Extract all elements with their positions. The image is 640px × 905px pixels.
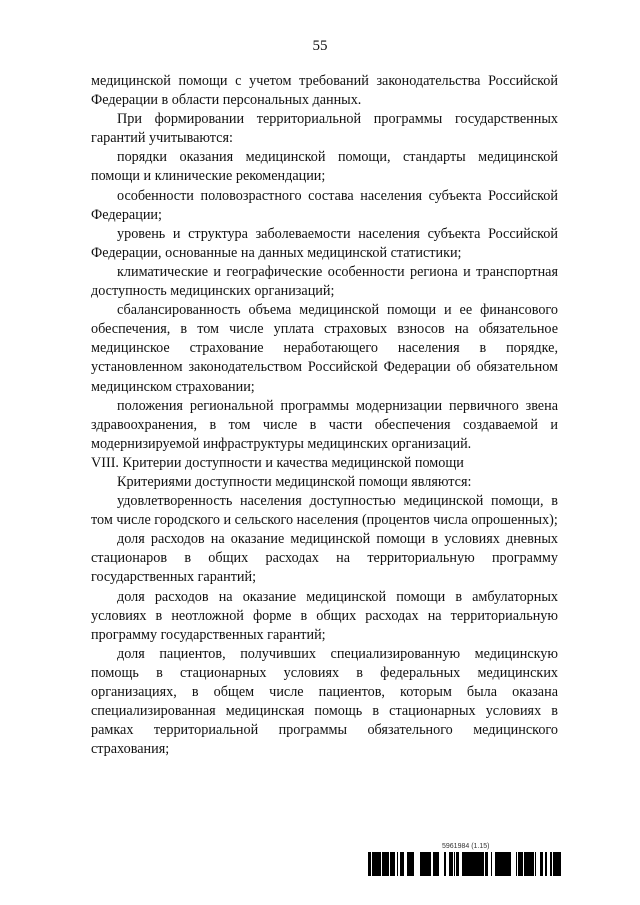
paragraph: При формировании территориальной программы государственных гарантий учитываются: xyxy=(91,111,558,147)
paragraph: порядки оказания медицинской помощи, стандарты медицинской помощи и клинические рекомендации; xyxy=(91,149,558,185)
paragraph: особенности половозрастного состава населения субъекта Российской Федерации; xyxy=(91,187,558,223)
section-heading: VIII. Критерии доступности и качества медицинской помощи xyxy=(91,454,464,471)
paragraph: сбалансированность объема медицинской помощи и ее финансового обеспечения, в том числе уплата страховых взносов на обязательное медицинское страхование неработающего населения в порядке, установленном законодательством Российской Федерации об обязательном медицинском страховании; xyxy=(91,302,558,395)
paragraph: доля расходов на оказание медицинской помощи в условиях дневных стационаров в общих расходах на территориальную программу государственных гарантий; xyxy=(91,531,558,586)
page-number: 55 xyxy=(312,38,328,54)
paragraph: доля расходов на оказание медицинской помощи в амбулаторных условиях в неотложной форме в общих расходах на территориальную программу государственных гарантий; xyxy=(91,588,558,643)
document-code: 5961984 (1.15) xyxy=(442,843,490,850)
barcode-image xyxy=(368,852,561,876)
document-body xyxy=(91,72,558,759)
paragraph: положения региональной программы модернизации первичного звена здравоохранения, в том числе в части обеспечения создаваемой и модернизируемой инфраструктуры медицинских организаций. xyxy=(91,397,558,452)
paragraph: удовлетворенность населения доступностью медицинской помощи, в том числе городского и сельского населения (процентов числа опрошенных); xyxy=(91,493,558,529)
paragraph: климатические и географические особенности региона и транспортная доступность медицинских организаций; xyxy=(91,263,558,300)
paragraph: Критериями доступности медицинской помощи являются: xyxy=(117,473,472,490)
paragraph: медицинской помощи с учетом требований законодательства Российской Федерации в области персональных данных. xyxy=(91,73,558,109)
paragraph: уровень и структура заболеваемости населения субъекта Российской Федерации, основанные на данных медицинской статистики; xyxy=(91,225,558,261)
paragraph: доля пациентов, получивших специализированную медицинскую помощь в стационарных условиях в федеральных медицинских организациях, в общем числе пациентов, которым была оказана специализированная медицинская помощь в стационарных условиях в рамках территориальной программы обязательного медицинского страхования; xyxy=(91,645,558,758)
